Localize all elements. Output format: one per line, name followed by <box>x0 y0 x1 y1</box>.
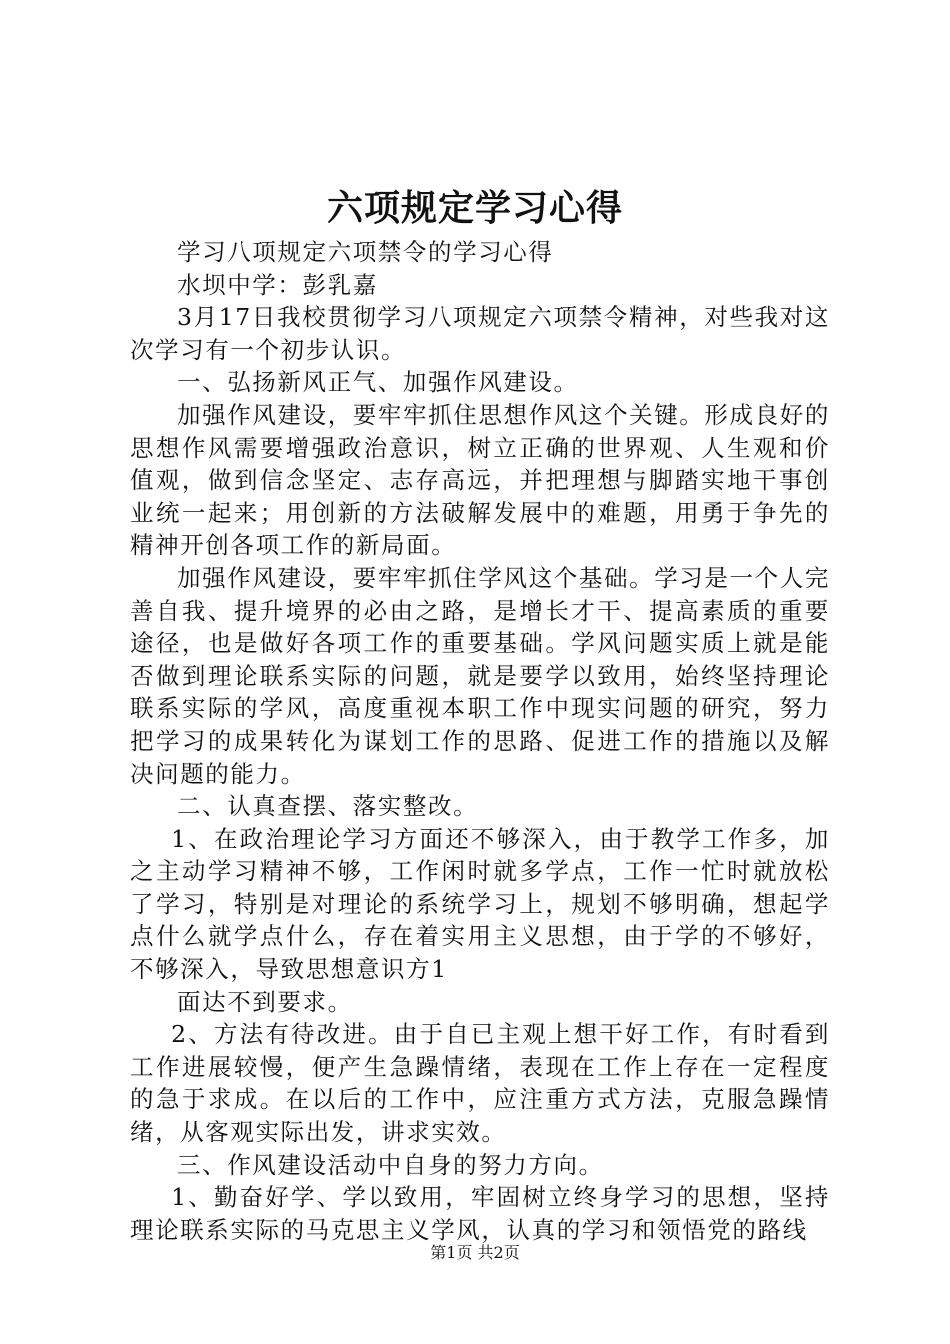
section-heading-1: 一、弘扬新风正气、加强作风建设。 <box>177 368 579 397</box>
body-paragraph: 加强作风建设，要牢牢抓住思想作风这个关键。形成良好的思想作风需要增强政治意识，树立正确的世界观、人生观和价值观，做到信念坚定、志存高远，并把理想与脚踏实地干事创业统一起来；用创新的方法破解发展中的难题，用勇于争先的精神开创各项工作的新局面。 <box>130 400 830 560</box>
body-paragraph: 加强作风建设，要牢牢抓住学风这个基础。学习是一个人完善自我、提升境界的必由之路，是增长才干、提高素质的重要途径，也是做好各项工作的重要基础。学风问题实质上就是能否做到理论联系实际的问题，就是要学以致用，始终坚持理论联系实际的学风，高度重视本职工作中现实问题的研究，努力把学习的成果转化为谋划工作的思路、促进工作的措施以及解决问题的能力。 <box>130 563 830 788</box>
intro-paragraph: 3月17日我校贯彻学习八项规定六项禁令精神，对些我对这次学习有一个初步认识。 <box>130 303 830 364</box>
author-paragraph: 水坝中学：彭乳嘉 <box>177 270 378 299</box>
section-heading-2: 二、认真查摆、落实整改。 <box>177 792 479 821</box>
body-paragraph: 1、勤奋好学、学以致用，牢固树立终身学习的思想，坚持理论联系实际的马克思主义学风，认真的学习和领悟党的路线 <box>130 1183 830 1244</box>
subtitle-paragraph: 学习八项规定六项禁令的学习心得 <box>177 238 554 266</box>
body-paragraph: 面达不到要求。 <box>177 987 353 1016</box>
document-body <box>130 236 830 1246</box>
page-number: 第1页 共2页 <box>430 1243 520 1262</box>
document-title: 六项规定学习心得 <box>326 187 623 229</box>
body-paragraph: 2、方法有待改进。由于自已主观上想干好工作，有时看到工作进展较慢，便产生急躁情绪，表现在工作上存在一定程度的急于求成。在以后的工作中，应注重方式方法，克服急躁情绪，从客观实际出发，讲求实效。 <box>130 1020 830 1147</box>
section-heading-3: 三、作风建设活动中自身的努力方向。 <box>177 1150 604 1179</box>
body-paragraph: 1、在政治理论学习方面还不够深入，由于教学工作多，加之主动学习精神不够，工作闲时就多学点，工作一忙时就放松了学习，特别是对理论的系统学习上，规划不够明确，想起学点什么就学点什么，存在着实用主义思想，由于学的不够好，不够深入，导致思想意识方1 <box>130 824 830 984</box>
